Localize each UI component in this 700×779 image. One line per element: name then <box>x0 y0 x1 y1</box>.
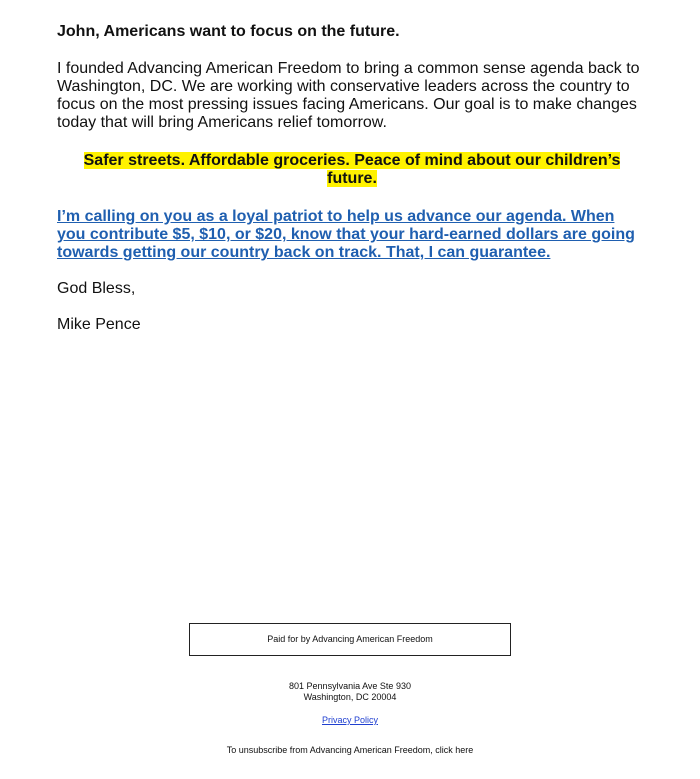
closing-text: God Bless, <box>57 280 136 297</box>
mailing-address <box>0 681 700 703</box>
highlight-text: Safer streets. Affordable groceries. Peace of mind about our children’s future. <box>83 152 621 187</box>
address-line-2: Washington, DC 20004 <box>303 692 397 702</box>
privacy-row <box>0 715 700 726</box>
intro-paragraph: I founded Advancing American Freedom to bring a common sense agenda back to Washington, DC. We are working with conservative leaders across the country to focus on the most pressing issues facing Americans. Our goal is to make changes today that will bring Americans relief tomorrow. <box>57 60 640 131</box>
email-body <box>57 22 647 352</box>
donate-cta-link[interactable]: I’m calling on you as a loyal patriot to help us advance our agenda. When you contribute $5, $10, or $20, know that your hard-earned dollars are going towards getting our country back on track. That, I can guarantee. <box>57 208 635 261</box>
signature: Mike Pence <box>57 316 141 333</box>
address-line-1: 801 Pennsylvania Ave Ste 930 <box>289 681 411 691</box>
paid-for-disclaimer: Paid for by Advancing American Freedom <box>189 623 511 656</box>
email-headline: John, Americans want to focus on the future. <box>57 23 400 40</box>
privacy-policy-link[interactable]: Privacy Policy <box>321 715 378 725</box>
unsubscribe-text[interactable]: To unsubscribe from Advancing American Freedom, click here <box>226 745 474 755</box>
highlight-block <box>57 152 647 188</box>
